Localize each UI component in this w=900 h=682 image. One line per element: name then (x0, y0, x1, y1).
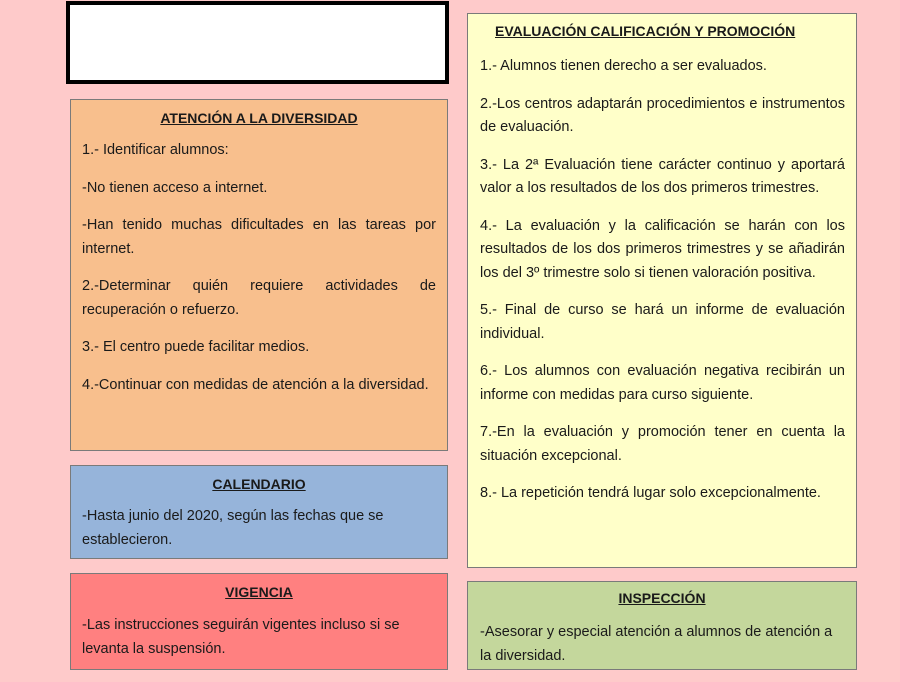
validity-title: VIGENCIA (225, 584, 293, 600)
evaluation-para-8: 8.- La repetición tendrá lugar solo excepcionalmente. (480, 485, 821, 501)
validity-para-1: -Las instrucciones seguirán vigentes incluso si se levanta la suspensión. (82, 617, 400, 657)
evaluation-para-5: 5.- Final de curso se hará un informe de evaluación individual. (480, 302, 845, 342)
evaluation-para-2: 2.-Los centros adaptarán procedimientos e instrumentos de evaluación. (480, 95, 845, 135)
evaluation-panel (467, 13, 857, 568)
diversity-para-1: 1.- Identificar alumnos: (82, 142, 229, 158)
inspection-panel (467, 581, 857, 670)
evaluation-para-1: 1.- Alumnos tienen derecho a ser evaluados. (480, 58, 767, 74)
diversity-title: ATENCIÓN A LA DIVERSIDAD (160, 110, 358, 126)
evaluation-para-4: 4.- La evaluación y la calificación se harán con los resultados de los dos primeros trimestres y se añadirán los del 3º trimestre solo si tienen valoración positiva. (480, 217, 845, 281)
calendar-para-1: -Hasta junio del 2020, según las fechas que se establecieron. (82, 508, 384, 548)
evaluation-para-3: 3.- La 2ª Evaluación tiene carácter continuo y aportará valor a los resultados de los dos primeros trimestres. (480, 156, 845, 196)
diversity-panel (70, 99, 448, 451)
inspection-para-1: -Asesorar y especial atención a alumnos de atención a la diversidad. (480, 624, 833, 664)
inspection-title: INSPECCIÓN (618, 590, 706, 606)
diversity-para-5: 3.- El centro puede facilitar medios. (82, 339, 310, 355)
evaluation-para-7: 7.-En la evaluación y promoción tener en cuenta la situación excepcional. (480, 424, 845, 464)
calendar-title: CALENDARIO (212, 476, 306, 492)
diversity-para-2: -No tienen acceso a internet. (82, 179, 268, 196)
calendar-panel (70, 465, 448, 559)
diversity-para-3: -Han tenido muchas dificultades en las tareas por internet. (82, 217, 436, 257)
evaluation-title: EVALUACIÓN CALIFICACIÓN Y PROMOCIÓN (495, 23, 796, 39)
validity-panel (70, 573, 448, 670)
diversity-para-4: 2.-Determinar quién requiere actividades de recuperación o refuerzo. (82, 278, 436, 318)
diversity-para-6: 4.-Continuar con medidas de atención a la diversidad. (82, 376, 429, 393)
evaluation-para-6: 6.- Los alumnos con evaluación negativa recibirán un informe con medidas para curso siguiente. (480, 363, 845, 403)
title-box (66, 1, 449, 84)
